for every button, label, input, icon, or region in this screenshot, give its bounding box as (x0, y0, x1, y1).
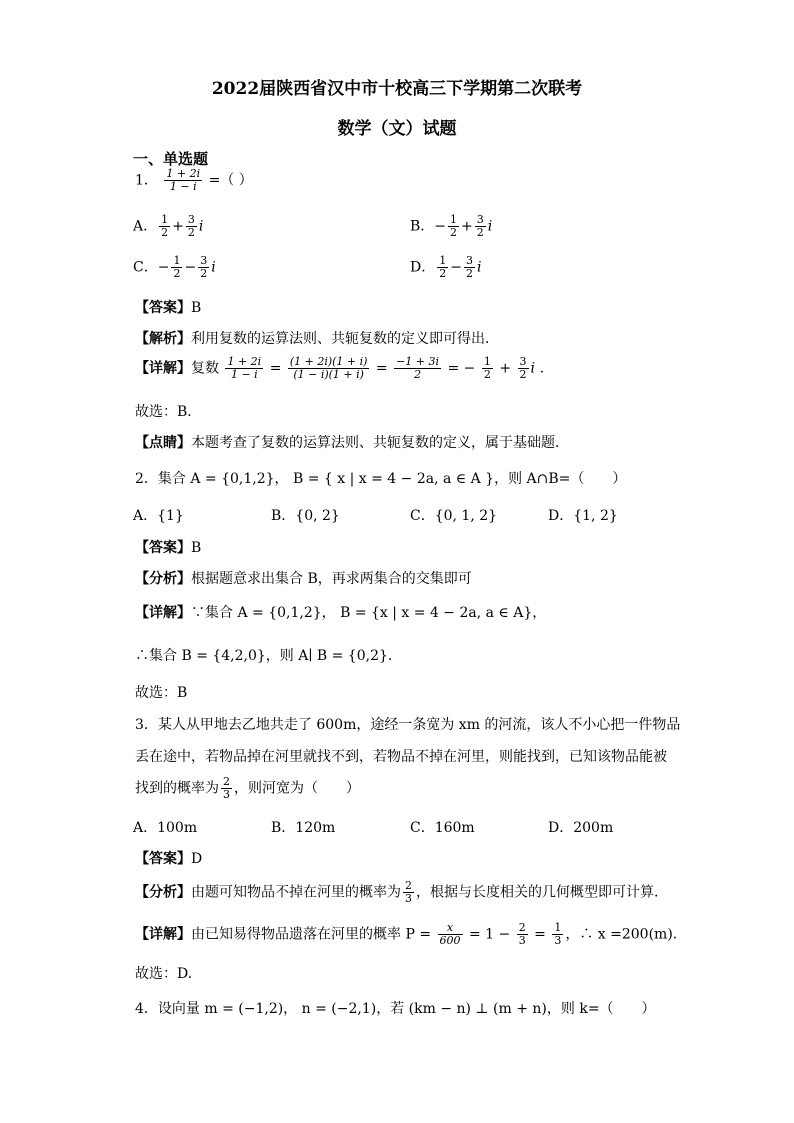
q2-choose: 故选：B (135, 685, 188, 701)
q3-line-3: 找到的概率为 $\frac{2}{3}$ ，则河宽为（ ） (135, 775, 360, 801)
q3-line-1: 3．某人从甲地去乙地共走了 600m，途经一条宽为 xm 的河流，该人不小心把一件物品 (135, 717, 681, 733)
q1-stem (135, 168, 253, 193)
q4-stem: 4．设向量 m = (−1,2)， n = (−2,1)，若 (km − n) ⊥ (m + n)，则 k=（ ） (135, 1001, 656, 1017)
q3-option-d: D．200m (548, 820, 614, 836)
q1-option-d: D． $\frac{1}{2}$ − $\frac{3}{2}$ i (410, 254, 482, 280)
page-subtitle: 数学（文）试题 (337, 119, 457, 139)
q1-number: 1． (135, 172, 158, 189)
q1-answer: 【答案】B (135, 300, 202, 316)
q1-option-b: B．− $\frac{1}{2}$ + $\frac{3}{2}$ i (410, 213, 493, 239)
q1-stem-tail: =（ ） (208, 172, 253, 189)
q3-option-c: C．160m (410, 820, 475, 836)
q2-stem: 2．集合 A = {0,1,2}， B = { x | x = 4 − 2a, a ∈ A }，则 A∩B=（ ） (135, 471, 627, 487)
q3-answer: 【答案】D (135, 851, 203, 867)
q1-fraction: $\frac{1 + 2i}{1 - i}$ (166, 167, 201, 193)
q1-analysis: 【解析】利用复数的运算法则、共轭复数的定义即可得出． (135, 331, 499, 347)
section-heading: 一、单选题 (133, 150, 209, 168)
q2-detail-2: ∴集合 B = {4,2,0}，则 A∣ B = {0,2}． (135, 648, 402, 664)
q3-analysis: 【分析】由题可知物品不掉在河里的概率为 $\frac{2}{3}$ ，根据与长度相关的几何概型即可计算. (135, 879, 659, 905)
q2-detail: 【详解】∵集合 A = {0,1,2}， B = {x | x = 4 − 2a, a ∈ A}， (135, 605, 547, 621)
q3-option-b: B．120m (271, 820, 336, 836)
q3-detail: 【详解】由已知易得物品遗落在河里的概率 P = $\frac{x}{600}$ = 1 − $\frac{2}{3}$ = $\frac{1}{3}$ ，∴ x =200(m)． (135, 921, 687, 947)
q2-option-d: D．{1, 2} (548, 508, 618, 524)
q1-comment: 【点睛】本题考查了复数的运算法则、共轭复数的定义，属于基础题． (135, 435, 569, 451)
q2-analysis: 【分析】根据题意求出集合 B，再求两集合的交集即可 (135, 571, 472, 587)
q3-choose: 故选：D. (135, 966, 193, 982)
q2-option-c: C．{0, 1, 2} (410, 508, 498, 524)
q3-line-2: 丢在途中，若物品掉在河里就找不到，若物品不掉在河里，则能找到，已知该物品能被 (135, 749, 667, 765)
q3-option-a: A．100m (133, 820, 198, 836)
q2-option-b: B．{0, 2} (271, 508, 340, 524)
page-title: 2022届陕西省汉中市十校高三下学期第二次联考 (211, 79, 583, 99)
q1-option-c: C．− $\frac{1}{2}$ − $\frac{3}{2}$ i (133, 254, 216, 280)
q2-option-a: A．{1} (133, 508, 184, 524)
q1-choose: 故选：B． (135, 404, 202, 420)
q1-detail: 【详解】复数 $\frac{1 + 2i}{1 - i}$ = $\frac{(1 + 2i)(1 + i)}{(1 - i)(1 + i)}$ = $\frac{-1 + 3i}{2}$ = − $\frac{1}{2}$ + $\frac{3}{2}$ i ． (135, 355, 554, 381)
q1-option-a: A． $\frac{1}{2}$ + $\frac{3}{2}$ i (133, 213, 204, 239)
q2-answer: 【答案】B (135, 540, 202, 556)
